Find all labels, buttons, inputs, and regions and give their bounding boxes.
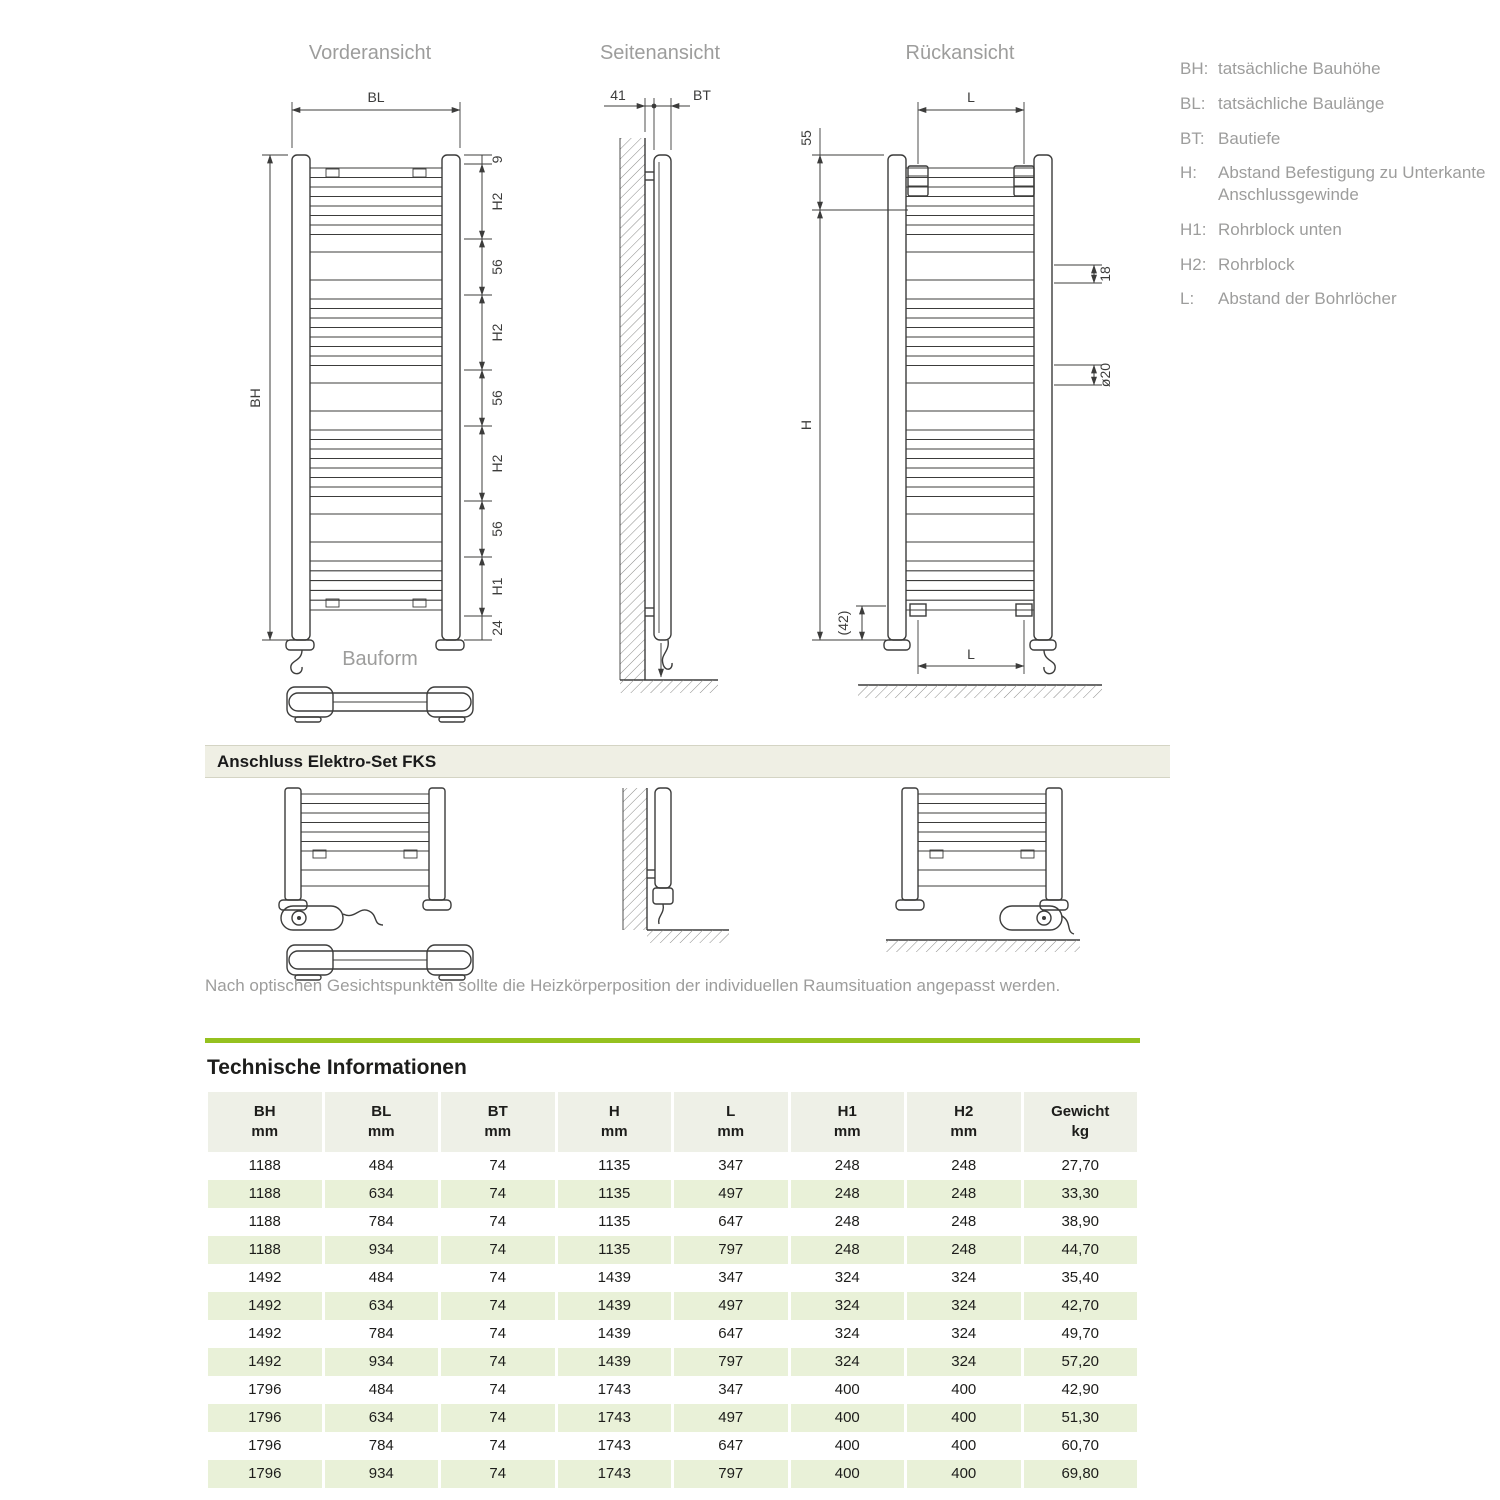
table-cell: 324 bbox=[907, 1348, 1021, 1376]
fks-rear-drawing bbox=[872, 788, 1092, 963]
table-row bbox=[208, 1432, 1137, 1460]
dim-label-56: 56 bbox=[489, 521, 505, 537]
table-cell: 74 bbox=[441, 1208, 555, 1236]
column-header-gewicht bbox=[1024, 1092, 1138, 1152]
table-cell: 248 bbox=[791, 1152, 905, 1180]
table-cell: 248 bbox=[907, 1180, 1021, 1208]
table-cell: 1492 bbox=[208, 1264, 322, 1292]
table-cell: 1743 bbox=[558, 1376, 672, 1404]
table-header-row bbox=[208, 1092, 1137, 1152]
fks-side-drawing bbox=[597, 788, 737, 963]
radiator-rungs bbox=[310, 168, 442, 610]
legend-abbr: BL: bbox=[1180, 93, 1206, 113]
table-cell: 1135 bbox=[558, 1152, 672, 1180]
table-cell: 49,70 bbox=[1024, 1320, 1138, 1348]
table-cell: 484 bbox=[325, 1376, 439, 1404]
table-cell: 497 bbox=[674, 1292, 788, 1320]
table-cell: 634 bbox=[325, 1404, 439, 1432]
column-unit: mm bbox=[251, 1123, 279, 1141]
table-cell: 934 bbox=[325, 1236, 439, 1264]
table-cell: 1135 bbox=[558, 1208, 672, 1236]
table-cell: 74 bbox=[441, 1152, 555, 1180]
left-collector-tube bbox=[888, 155, 906, 640]
table-cell: 797 bbox=[674, 1460, 788, 1488]
electric-heating-element bbox=[653, 888, 673, 904]
table-cell: 248 bbox=[907, 1208, 1021, 1236]
legend-text: Bautiefe bbox=[1218, 128, 1281, 148]
table-cell: 1439 bbox=[558, 1292, 672, 1320]
legend-text: tatsächliche Baulänge bbox=[1218, 93, 1385, 113]
legend-abbr: H1: bbox=[1180, 219, 1207, 239]
table-cell: 347 bbox=[674, 1152, 788, 1180]
legend-text: Abstand Befestigung zu Unterkante Anschlussgewinde bbox=[1218, 163, 1486, 204]
table-cell: 35,40 bbox=[1024, 1264, 1138, 1292]
column-unit: mm bbox=[484, 1123, 512, 1141]
table-cell: 324 bbox=[907, 1320, 1021, 1348]
table-cell: 38,90 bbox=[1024, 1208, 1138, 1236]
column-header-bt bbox=[441, 1092, 555, 1152]
table-cell: 74 bbox=[441, 1236, 555, 1264]
table-cell: 74 bbox=[441, 1320, 555, 1348]
column-header-l bbox=[674, 1092, 788, 1152]
dim-label-55: 55 bbox=[798, 130, 814, 146]
front-view-title: Vorderansicht bbox=[308, 42, 432, 64]
table-cell: 74 bbox=[441, 1348, 555, 1376]
column-label: BL bbox=[371, 1103, 392, 1120]
table-cell: 400 bbox=[791, 1432, 905, 1460]
table-cell: 400 bbox=[907, 1404, 1021, 1432]
column-label: H1 bbox=[837, 1103, 857, 1120]
column-unit: mm bbox=[950, 1123, 978, 1141]
column-label: BT bbox=[487, 1103, 508, 1120]
legend-abbr: L: bbox=[1180, 289, 1195, 309]
table-row bbox=[208, 1264, 1137, 1292]
table-cell: 74 bbox=[441, 1460, 555, 1488]
table-row bbox=[208, 1348, 1137, 1376]
floor-hatch bbox=[886, 940, 1080, 952]
column-unit: mm bbox=[367, 1123, 395, 1141]
legend-abbr: BH: bbox=[1180, 59, 1209, 78]
column-label: BH bbox=[253, 1103, 276, 1120]
table-row bbox=[208, 1292, 1137, 1320]
dim-label-56: 56 bbox=[489, 259, 505, 275]
position-note: Nach optischen Gesichtspunkten sollte die Heizkörperposition der individuellen Raumsituation angepasst werden. bbox=[205, 976, 1061, 995]
column-header-h bbox=[558, 1092, 672, 1152]
floor-hatch bbox=[647, 930, 729, 943]
legend-abbr: H: bbox=[1180, 163, 1197, 183]
table-row bbox=[208, 1236, 1137, 1264]
floor-hatch bbox=[858, 685, 1102, 698]
table-cell: 42,70 bbox=[1024, 1292, 1138, 1320]
table-row bbox=[208, 1376, 1137, 1404]
left-collector-tube bbox=[292, 155, 310, 640]
wall-hatch bbox=[620, 138, 645, 680]
table-cell: 60,70 bbox=[1024, 1432, 1138, 1460]
table-title: Technische Informationen bbox=[207, 1056, 467, 1079]
table-cell: 1492 bbox=[208, 1292, 322, 1320]
table-cell: 634 bbox=[325, 1180, 439, 1208]
technical-table-container bbox=[205, 1092, 1140, 1488]
table-cell: 27,70 bbox=[1024, 1152, 1138, 1180]
table-cell: 484 bbox=[325, 1152, 439, 1180]
legend-item bbox=[1180, 93, 1492, 115]
table-cell: 1439 bbox=[558, 1320, 672, 1348]
table-cell: 634 bbox=[325, 1292, 439, 1320]
dim-label-l: L bbox=[967, 89, 975, 105]
legend-item bbox=[1180, 254, 1492, 276]
table-cell: 42,90 bbox=[1024, 1376, 1138, 1404]
table-cell: 347 bbox=[674, 1264, 788, 1292]
legend-text: tatsächliche Bauhöhe bbox=[1218, 59, 1381, 78]
table-cell: 484 bbox=[325, 1264, 439, 1292]
table-cell: 1743 bbox=[558, 1404, 672, 1432]
legend-text: Abstand der Bohrlöcher bbox=[1218, 289, 1397, 309]
side-view-drawing bbox=[590, 80, 740, 740]
dim-label-bt: BT bbox=[693, 87, 711, 103]
legend-text: Rohrblock unten bbox=[1218, 219, 1342, 239]
dim-label-d20: ø20 bbox=[1097, 362, 1113, 388]
table-cell: 1188 bbox=[208, 1152, 322, 1180]
dim-label-h2: H2 bbox=[489, 323, 505, 342]
table-cell: 74 bbox=[441, 1264, 555, 1292]
rear-view-drawing bbox=[800, 80, 1120, 740]
table-row bbox=[208, 1460, 1137, 1488]
table-cell: 324 bbox=[791, 1292, 905, 1320]
radiator-side-profile bbox=[654, 155, 671, 640]
table-cell: 797 bbox=[674, 1236, 788, 1264]
wall-hatch bbox=[623, 788, 647, 930]
legend-item bbox=[1180, 128, 1492, 150]
section-title: Anschluss Elektro-Set FKS bbox=[217, 751, 437, 771]
radiator-rungs bbox=[918, 794, 1046, 886]
dim-label-41: 41 bbox=[610, 87, 626, 103]
table-cell: 1796 bbox=[208, 1404, 322, 1432]
table-cell: 1743 bbox=[558, 1432, 672, 1460]
column-label: L bbox=[726, 1103, 736, 1120]
legend-item bbox=[1180, 58, 1492, 80]
section-header-anschluss bbox=[205, 745, 1170, 778]
table-cell: 1188 bbox=[208, 1236, 322, 1264]
table-cell: 324 bbox=[791, 1264, 905, 1292]
legend-abbr: BT: bbox=[1180, 128, 1205, 148]
bauform-drawing bbox=[285, 678, 475, 724]
table-cell: 248 bbox=[907, 1152, 1021, 1180]
table-row bbox=[208, 1180, 1137, 1208]
column-header-h1 bbox=[791, 1092, 905, 1152]
table-cell: 1796 bbox=[208, 1460, 322, 1488]
table-row bbox=[208, 1152, 1137, 1180]
dim-label-h: H bbox=[798, 419, 814, 431]
legend-item bbox=[1180, 219, 1492, 241]
front-view-drawing bbox=[230, 80, 530, 740]
table-cell: 74 bbox=[441, 1376, 555, 1404]
table-row bbox=[208, 1320, 1137, 1348]
dim-label-42: (42) bbox=[835, 610, 851, 636]
legend-abbr: H2: bbox=[1180, 254, 1207, 274]
column-unit: mm bbox=[833, 1123, 861, 1141]
table-cell: 1492 bbox=[208, 1348, 322, 1376]
table-cell: 347 bbox=[674, 1376, 788, 1404]
power-cable bbox=[662, 640, 672, 669]
column-header-h2 bbox=[907, 1092, 1021, 1152]
table-cell: 497 bbox=[674, 1404, 788, 1432]
column-unit: mm bbox=[600, 1123, 628, 1141]
dim-label-9: 9 bbox=[489, 155, 505, 164]
rear-view-title: Rückansicht bbox=[905, 42, 1015, 64]
table-cell: 784 bbox=[325, 1320, 439, 1348]
side-view-title: Seitenansicht bbox=[599, 42, 721, 64]
table-cell: 1439 bbox=[558, 1264, 672, 1292]
table-cell: 1188 bbox=[208, 1180, 322, 1208]
table-cell: 647 bbox=[674, 1208, 788, 1236]
table-cell: 74 bbox=[441, 1404, 555, 1432]
dim-label-bl: BL bbox=[367, 89, 385, 105]
radiator-rungs bbox=[301, 794, 429, 886]
legend-text: Rohrblock bbox=[1218, 254, 1295, 274]
table-cell: 784 bbox=[325, 1432, 439, 1460]
bauform-title: Bauform bbox=[342, 648, 418, 670]
table-cell: 934 bbox=[325, 1460, 439, 1488]
table-cell: 57,20 bbox=[1024, 1348, 1138, 1376]
table-cell: 400 bbox=[791, 1460, 905, 1488]
column-label: H2 bbox=[954, 1103, 974, 1120]
table-cell: 497 bbox=[674, 1180, 788, 1208]
table-cell: 797 bbox=[674, 1348, 788, 1376]
table-cell: 400 bbox=[907, 1432, 1021, 1460]
column-label: Gewicht bbox=[1051, 1103, 1110, 1120]
table-cell: 1439 bbox=[558, 1348, 672, 1376]
table-cell: 1796 bbox=[208, 1432, 322, 1460]
table-cell: 934 bbox=[325, 1348, 439, 1376]
column-header-bh bbox=[208, 1092, 322, 1152]
dim-label-56: 56 bbox=[489, 390, 505, 406]
table-cell: 69,80 bbox=[1024, 1460, 1138, 1488]
table-cell: 400 bbox=[907, 1460, 1021, 1488]
table-cell: 1796 bbox=[208, 1376, 322, 1404]
table-cell: 324 bbox=[907, 1264, 1021, 1292]
dim-label-bh: BH bbox=[247, 388, 263, 408]
table-cell: 248 bbox=[907, 1236, 1021, 1264]
column-header-bl bbox=[325, 1092, 439, 1152]
table-cell: 74 bbox=[441, 1180, 555, 1208]
table-cell: 74 bbox=[441, 1292, 555, 1320]
dim-label-h2: H2 bbox=[489, 192, 505, 211]
legend bbox=[1180, 58, 1492, 323]
table-row bbox=[208, 1208, 1137, 1236]
power-cable bbox=[1062, 916, 1074, 934]
table-cell: 324 bbox=[791, 1320, 905, 1348]
dim-label-18: 18 bbox=[1097, 266, 1113, 282]
table-cell: 324 bbox=[791, 1348, 905, 1376]
power-cable bbox=[659, 904, 664, 924]
legend-item bbox=[1180, 288, 1492, 310]
table-cell: 647 bbox=[674, 1432, 788, 1460]
table-cell: 248 bbox=[791, 1180, 905, 1208]
dim-label-h1: H1 bbox=[489, 577, 505, 596]
radiator-side-profile bbox=[655, 788, 671, 888]
table-cell: 44,70 bbox=[1024, 1236, 1138, 1264]
right-collector-tube bbox=[442, 155, 460, 640]
table-cell: 1188 bbox=[208, 1208, 322, 1236]
radiator-rungs bbox=[906, 168, 1034, 610]
dim-label-l: L bbox=[967, 646, 975, 662]
table-cell: 33,30 bbox=[1024, 1180, 1138, 1208]
table-body bbox=[208, 1152, 1137, 1488]
table-cell: 1135 bbox=[558, 1180, 672, 1208]
table-cell: 1135 bbox=[558, 1236, 672, 1264]
table-cell: 51,30 bbox=[1024, 1404, 1138, 1432]
table-cell: 647 bbox=[674, 1320, 788, 1348]
table-cell: 74 bbox=[441, 1432, 555, 1460]
dim-label-h2: H2 bbox=[489, 454, 505, 473]
wall-bracket bbox=[1014, 166, 1034, 196]
table-cell: 1743 bbox=[558, 1460, 672, 1488]
column-unit: kg bbox=[1071, 1123, 1089, 1141]
table-cell: 784 bbox=[325, 1208, 439, 1236]
legend-item bbox=[1180, 162, 1492, 206]
floor-hatch bbox=[620, 680, 718, 693]
wall-bracket bbox=[908, 166, 928, 196]
table-cell: 400 bbox=[791, 1376, 905, 1404]
table-cell: 248 bbox=[791, 1236, 905, 1264]
table-cell: 324 bbox=[907, 1292, 1021, 1320]
green-divider bbox=[205, 1038, 1140, 1043]
right-collector-tube bbox=[1034, 155, 1052, 640]
power-cable bbox=[343, 910, 383, 925]
table-cell: 400 bbox=[907, 1376, 1021, 1404]
technical-table bbox=[205, 1092, 1140, 1488]
table-cell: 400 bbox=[791, 1404, 905, 1432]
table-row bbox=[208, 1404, 1137, 1432]
table-cell: 248 bbox=[791, 1208, 905, 1236]
table-cell: 1492 bbox=[208, 1320, 322, 1348]
column-label: H bbox=[608, 1103, 620, 1120]
dim-label-24: 24 bbox=[489, 620, 505, 636]
power-cable bbox=[1044, 650, 1055, 674]
column-unit: mm bbox=[717, 1123, 745, 1141]
